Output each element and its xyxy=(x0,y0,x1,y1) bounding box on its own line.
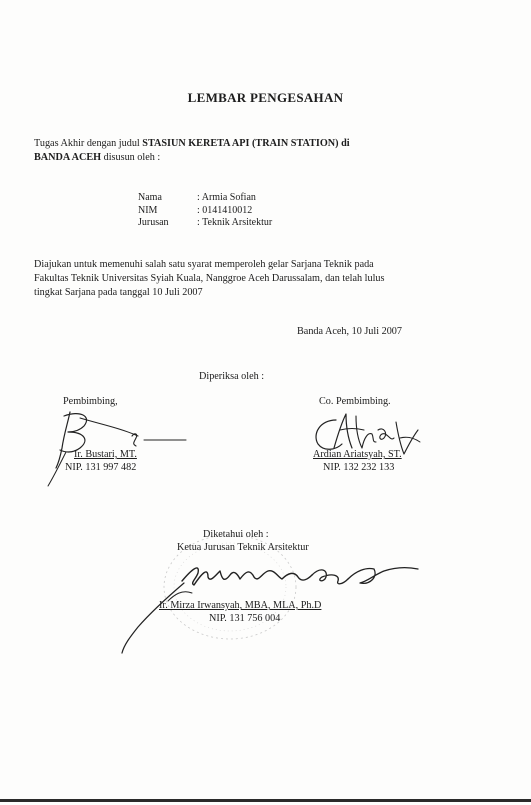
department-head-role: Ketua Jurusan Teknik Arsitektur xyxy=(177,542,309,553)
author-info xyxy=(138,192,272,230)
author-value: : Teknik Arsitektur xyxy=(197,217,273,229)
place-date: Banda Aceh, 10 Juli 2007 xyxy=(297,326,402,337)
supervisor-name: Ir. Bustari, MT. xyxy=(74,449,137,460)
intro-suffix: disusun oleh : xyxy=(101,152,161,163)
submission-line: Fakultas Teknik Universitas Syiah Kuala, Nanggroe Aceh Darussalam, dan telah lulus xyxy=(34,273,385,284)
author-value: : Armia Sofian xyxy=(197,192,256,203)
intro-paragraph xyxy=(34,137,439,165)
thesis-title-line2: BANDA ACEH xyxy=(34,152,102,163)
author-row-name xyxy=(138,192,272,205)
known-by-label: Diketahui oleh : xyxy=(203,529,269,540)
supervisor-role: Pembimbing, xyxy=(63,396,118,407)
submission-line: Diajukan untuk memenuhi salah satu syarat memperoleh gelar Sarjana Teknik pada xyxy=(34,259,374,270)
supervisor-signature xyxy=(40,402,190,490)
department-head-name: Ir. Mirza Irwansyah, MBA, MLA, Ph.D xyxy=(159,600,322,611)
thesis-title-line1: STASIUN KERETA API (TRAIN STATION) di xyxy=(142,138,350,149)
author-label: Nama xyxy=(138,192,162,203)
author-label: NIM xyxy=(138,204,158,216)
author-label: Jurusan xyxy=(138,217,169,229)
bottom-rule xyxy=(0,799,531,802)
supervisor-nip: NIP. 131 997 482 xyxy=(65,462,137,473)
co-supervisor-nip: NIP. 132 232 133 xyxy=(323,462,395,473)
intro-prefix: Tugas Akhir dengan judul xyxy=(34,138,143,149)
submission-paragraph xyxy=(34,258,439,300)
author-row-jurusan xyxy=(138,217,272,230)
author-value: : 0141410012 xyxy=(197,204,253,216)
co-supervisor-role: Co. Pembimbing. xyxy=(319,396,391,407)
submission-line: tingkat Sarjana pada tanggal 10 Juli 2007 xyxy=(34,287,203,298)
department-head-nip: NIP. 131 756 004 xyxy=(209,613,281,624)
page-title: LEMBAR PENGESAHAN xyxy=(187,90,344,105)
checked-by-label: Diperiksa oleh : xyxy=(199,371,265,382)
author-row-nim xyxy=(138,205,272,218)
co-supervisor-name: Ardian Ariatsyah, ST. xyxy=(313,449,402,460)
